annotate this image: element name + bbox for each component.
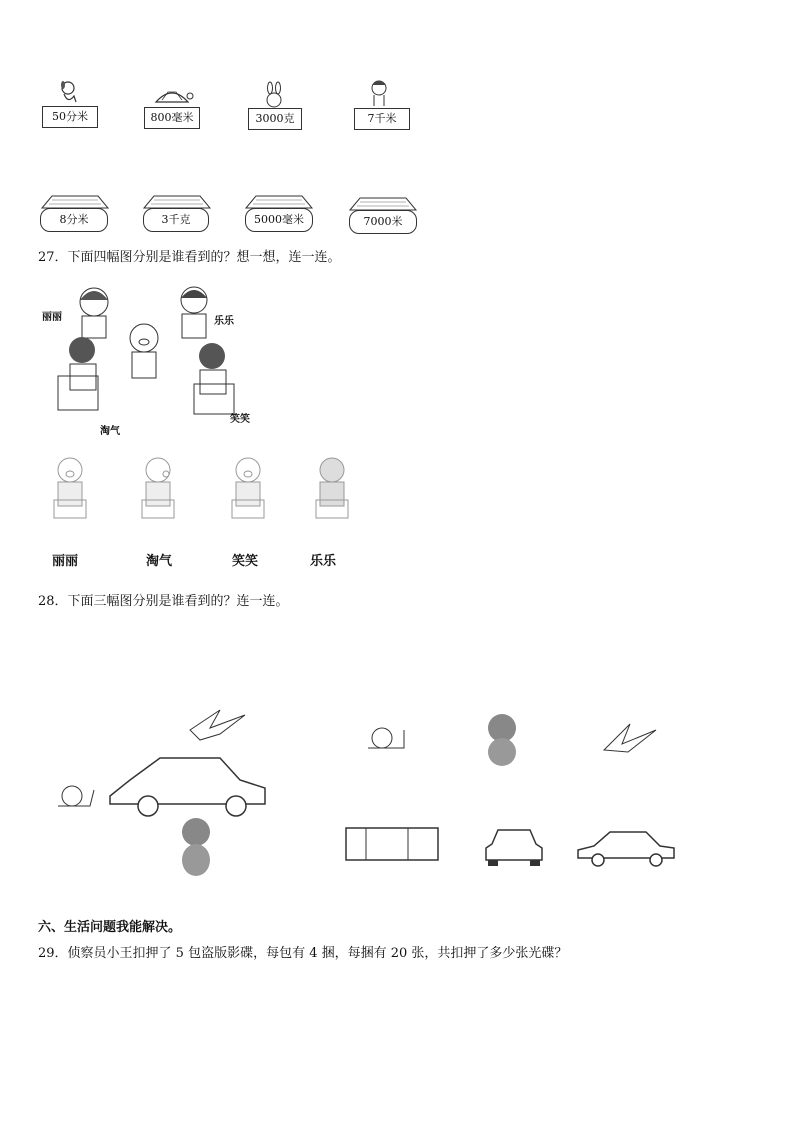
- car-front-view[interactable]: [482, 824, 546, 868]
- snail-view[interactable]: [364, 718, 408, 754]
- section-6-heading: 六、生活问题我能解决。: [38, 920, 182, 935]
- house-label: 7000米: [363, 215, 403, 228]
- house-box[interactable]: [40, 208, 108, 232]
- pig-front-view-alt[interactable]: [226, 456, 270, 520]
- name-taoqi[interactable]: 淘气: [146, 554, 173, 569]
- pig-back-view[interactable]: [310, 456, 354, 520]
- car-scene: [50, 700, 280, 880]
- sign-label: 3000克: [255, 112, 295, 125]
- question-27-prompt: 27．下面四幅图分别是谁看到的？想一想，连一连。: [38, 250, 341, 265]
- scene-name-bottom-left: 淘气: [100, 426, 120, 437]
- name-lili[interactable]: 丽丽: [52, 554, 79, 569]
- monkey-view[interactable]: [478, 712, 526, 768]
- house-box[interactable]: [143, 208, 209, 232]
- house-label: 5000毫米: [254, 213, 304, 226]
- pig-front-view[interactable]: [48, 456, 92, 520]
- house-label: 3千克: [161, 213, 191, 226]
- children-circle-scene: [44, 280, 264, 430]
- house-box[interactable]: [349, 210, 417, 234]
- question-29-prompt: 29．侦察员小王扣押了 5 包盗版影碟，每包有 4 捆，每捆有 20 张，共扣押了多少张光碟？: [38, 946, 568, 961]
- sign-label: 50分米: [52, 110, 88, 123]
- sign-label: 7千米: [367, 112, 397, 125]
- sign-box[interactable]: [354, 108, 410, 130]
- house-box[interactable]: [245, 208, 313, 232]
- turtle-icon: [150, 86, 194, 106]
- boy-icon: [366, 78, 392, 108]
- house-label: 8分米: [59, 213, 89, 226]
- bird-view[interactable]: [600, 720, 660, 760]
- rabbit-icon: [262, 82, 286, 108]
- question-28-prompt: 28．下面三幅图分别是谁看到的？连一连。: [38, 594, 289, 609]
- sign-box[interactable]: [144, 107, 200, 129]
- dog-icon: [54, 78, 82, 106]
- scene-name-top-left: 丽丽: [42, 312, 62, 323]
- name-lele[interactable]: 乐乐: [310, 554, 337, 569]
- name-xiaoxiao[interactable]: 笑笑: [232, 554, 259, 569]
- sign-box[interactable]: [42, 106, 98, 128]
- car-side-view[interactable]: [574, 824, 678, 868]
- scene-name-bottom-right: 笑笑: [230, 414, 250, 425]
- sign-box[interactable]: [248, 108, 302, 130]
- sign-label: 800毫米: [150, 111, 194, 124]
- scene-name-top-right: 乐乐: [214, 316, 234, 327]
- pig-side-view[interactable]: [136, 456, 180, 520]
- car-top-view[interactable]: [344, 826, 440, 862]
